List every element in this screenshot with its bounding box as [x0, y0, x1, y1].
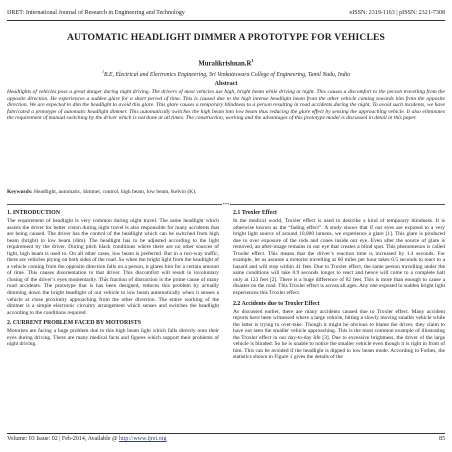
- keywords-text: Headlight, automatic, dimmer, control, high beam, low beam, Kelvin (K).: [34, 189, 197, 195]
- keywords-label: Keywords:: [7, 189, 33, 195]
- keywords: [7, 189, 445, 196]
- author-name: [0, 58, 452, 67]
- journal-header: [7, 10, 445, 17]
- section-text-troxler-effect: In the medical world, Troxler effect is used to describe a kind of temporary blindness. It is otherwise known as the “fading effect”. A study shows that if our eyes are exposed to a very bright light source of around 10,000 lumens, we experience a glare [1]. This glare is produced due to over exposure of the rods and cones inside our eye. Even after the source of glare is removed, an after-image remains in our eye that creates a blind spot. This phenomenon is called Troxler effect. This means that the driver’s reaction time is increased by 1.4 seconds. For example, let us assume a motorist travelling at 60 miles per hour takes 0.5 seconds to react to a hazard and will stop within 41 feet. Due to Troxler effect, the same person travelling under the same conditions will take 0.9 seconds longer to react and hence will come to a complete halt only at 123 feet [2]. There is a huge difference of 82 feet. This is more than enough to cause a disaster on the road. This Troxler effect is across all ages. Any one exposed to sudden bright light experiences this Troxler effect.: [233, 218, 445, 297]
- right-column: [233, 210, 445, 365]
- paper-title: AUTOMATIC HEADLIGHT DIMMER A PROTOTYPE FOR VEHICLES: [66, 32, 386, 43]
- section-text-introduction: The requirement of headlight is very common during night travel. The same headlight which assists the driver for better vision during night travel is also responsible for many accidents that are being caused. The driver has the control of the headlight which can be switched from high beam (bright) to low beam (dim). The headlight has to be adjusted according to the light requirement by the driver. During pitch black conditions where there are no other sources of light, high beam is used to. On all other cases, low beam is preferred. But in a two-way traffic, there are vehicles plying on both sides of the road. So when the bright light from the headlight of a vehicle coming from the opposite direction falls on a person, it glares him for a certain amount of time. This causes disorientation to that driver. This discomfort will result in involuntary closing of the driver’s eyes momentarily. This fraction of distraction is the prime cause of many road accidents. The prototype that is has been designed, reduces this problem by actually dimming down the bright headlight of our vehicle to low beam automatically when it senses a vehicle at close proximity approaching from the other direction. The entire working of the dimmer is a simple electronic circuitry arrangement which senses and switches the headlight according to the conditions required.: [7, 218, 219, 316]
- divider-stars: ***: [222, 202, 230, 207]
- affiliation-text: B.E, Electrical and Electronics Engineering, Sri Venkateswara College of Engineering, Tamil Nadu, India: [103, 71, 351, 78]
- page-number: 85: [439, 436, 445, 442]
- abstract-text: Headlights of vehicles pose a great danger during night driving. The drivers of most vehicles use high, bright beam while driving at night. This causes a discomfort to the person travelling from the opposite direction. He experiences a sudden glare for a short period of time. This is caused due to the high intense headlight beam from the other vehicle coming towards him from the opposite direction. We are expected to dim the headlight to avoid this glare. This glare causes a temporary blindness to a person resulting in road accidents during the night. To avoid such incidents, we have fabricated a prototype of automatic headlight dimmer. This automatically switches the high beam into low beam thus reducing the glare effect by sensing the approaching vehicle. It also eliminates the requirement of manual switching by the driver which is not done at all times. The construction, working and the advantages of this prototype model is discussed in detail in this paper.: [7, 89, 445, 122]
- section-heading-accidents: 2.2 Accidents due to Troxler Effect: [233, 300, 320, 307]
- section-heading-troxler-effect: 2.1 Troxler Effect: [233, 210, 277, 216]
- footer-volume-text: Volume: 03 Issue: 02 | Feb-2014, Available @: [7, 436, 118, 442]
- abstract-heading: Abstract: [214, 80, 238, 87]
- footer-volume: [7, 436, 167, 443]
- author-text: Muralikrishnan.R: [198, 60, 252, 68]
- section-text-current-problem: Motorists are facing a huge problem due to this high beam light which falls directly onto their eyes during driving. There are many medical facts and figures which support their problems of night driving.: [7, 328, 219, 348]
- header-rule: [7, 20, 445, 21]
- section-text-accidents: As discussed earlier, there are many accidents caused due to Troxler effect. Many accident reports have been witnessed where a large vehicle, hitting a slowly moving smaller vehicle while the latter is trying to over-take. Though it might be obvious to blame the driver, they claim to have not seen the smaller vehicle approaching. This is the most common example of illustrating the Troxler effect in our day-to-day life [3]. Due to excessive brightness, the driver of the large vehicle is blinded. So he is unable to notice the smaller vehicle even though it is right in front of him. This can be avoided if the headlight is dipped to low beam mode. According to Forbes, the statistics shown in Figure 1 gives the details of the: [233, 308, 445, 361]
- journal-name: IJRET: International Journal of Research in Engineering and Technology: [7, 10, 185, 16]
- page-footer: [7, 436, 445, 443]
- section-heading-current-problem: 2. CURRENT PROBLEM FACED BY MOTORISTS: [7, 320, 141, 327]
- affiliation-superscript: 1: [101, 69, 104, 74]
- divider-line-left: [7, 204, 222, 205]
- section-divider: [7, 202, 445, 207]
- journal-url-link[interactable]: http://www.ijret.org: [119, 436, 167, 442]
- footer-rule: [7, 433, 445, 434]
- issn-info: eISSN: 2319-1163 | pISSN: 2321-7308: [349, 10, 445, 16]
- author-affiliation: [0, 69, 452, 78]
- author-superscript: 1: [251, 58, 254, 63]
- section-heading-introduction: 1. INTRODUCTION: [7, 210, 61, 216]
- left-column: [7, 210, 219, 352]
- divider-line-right: [230, 204, 445, 205]
